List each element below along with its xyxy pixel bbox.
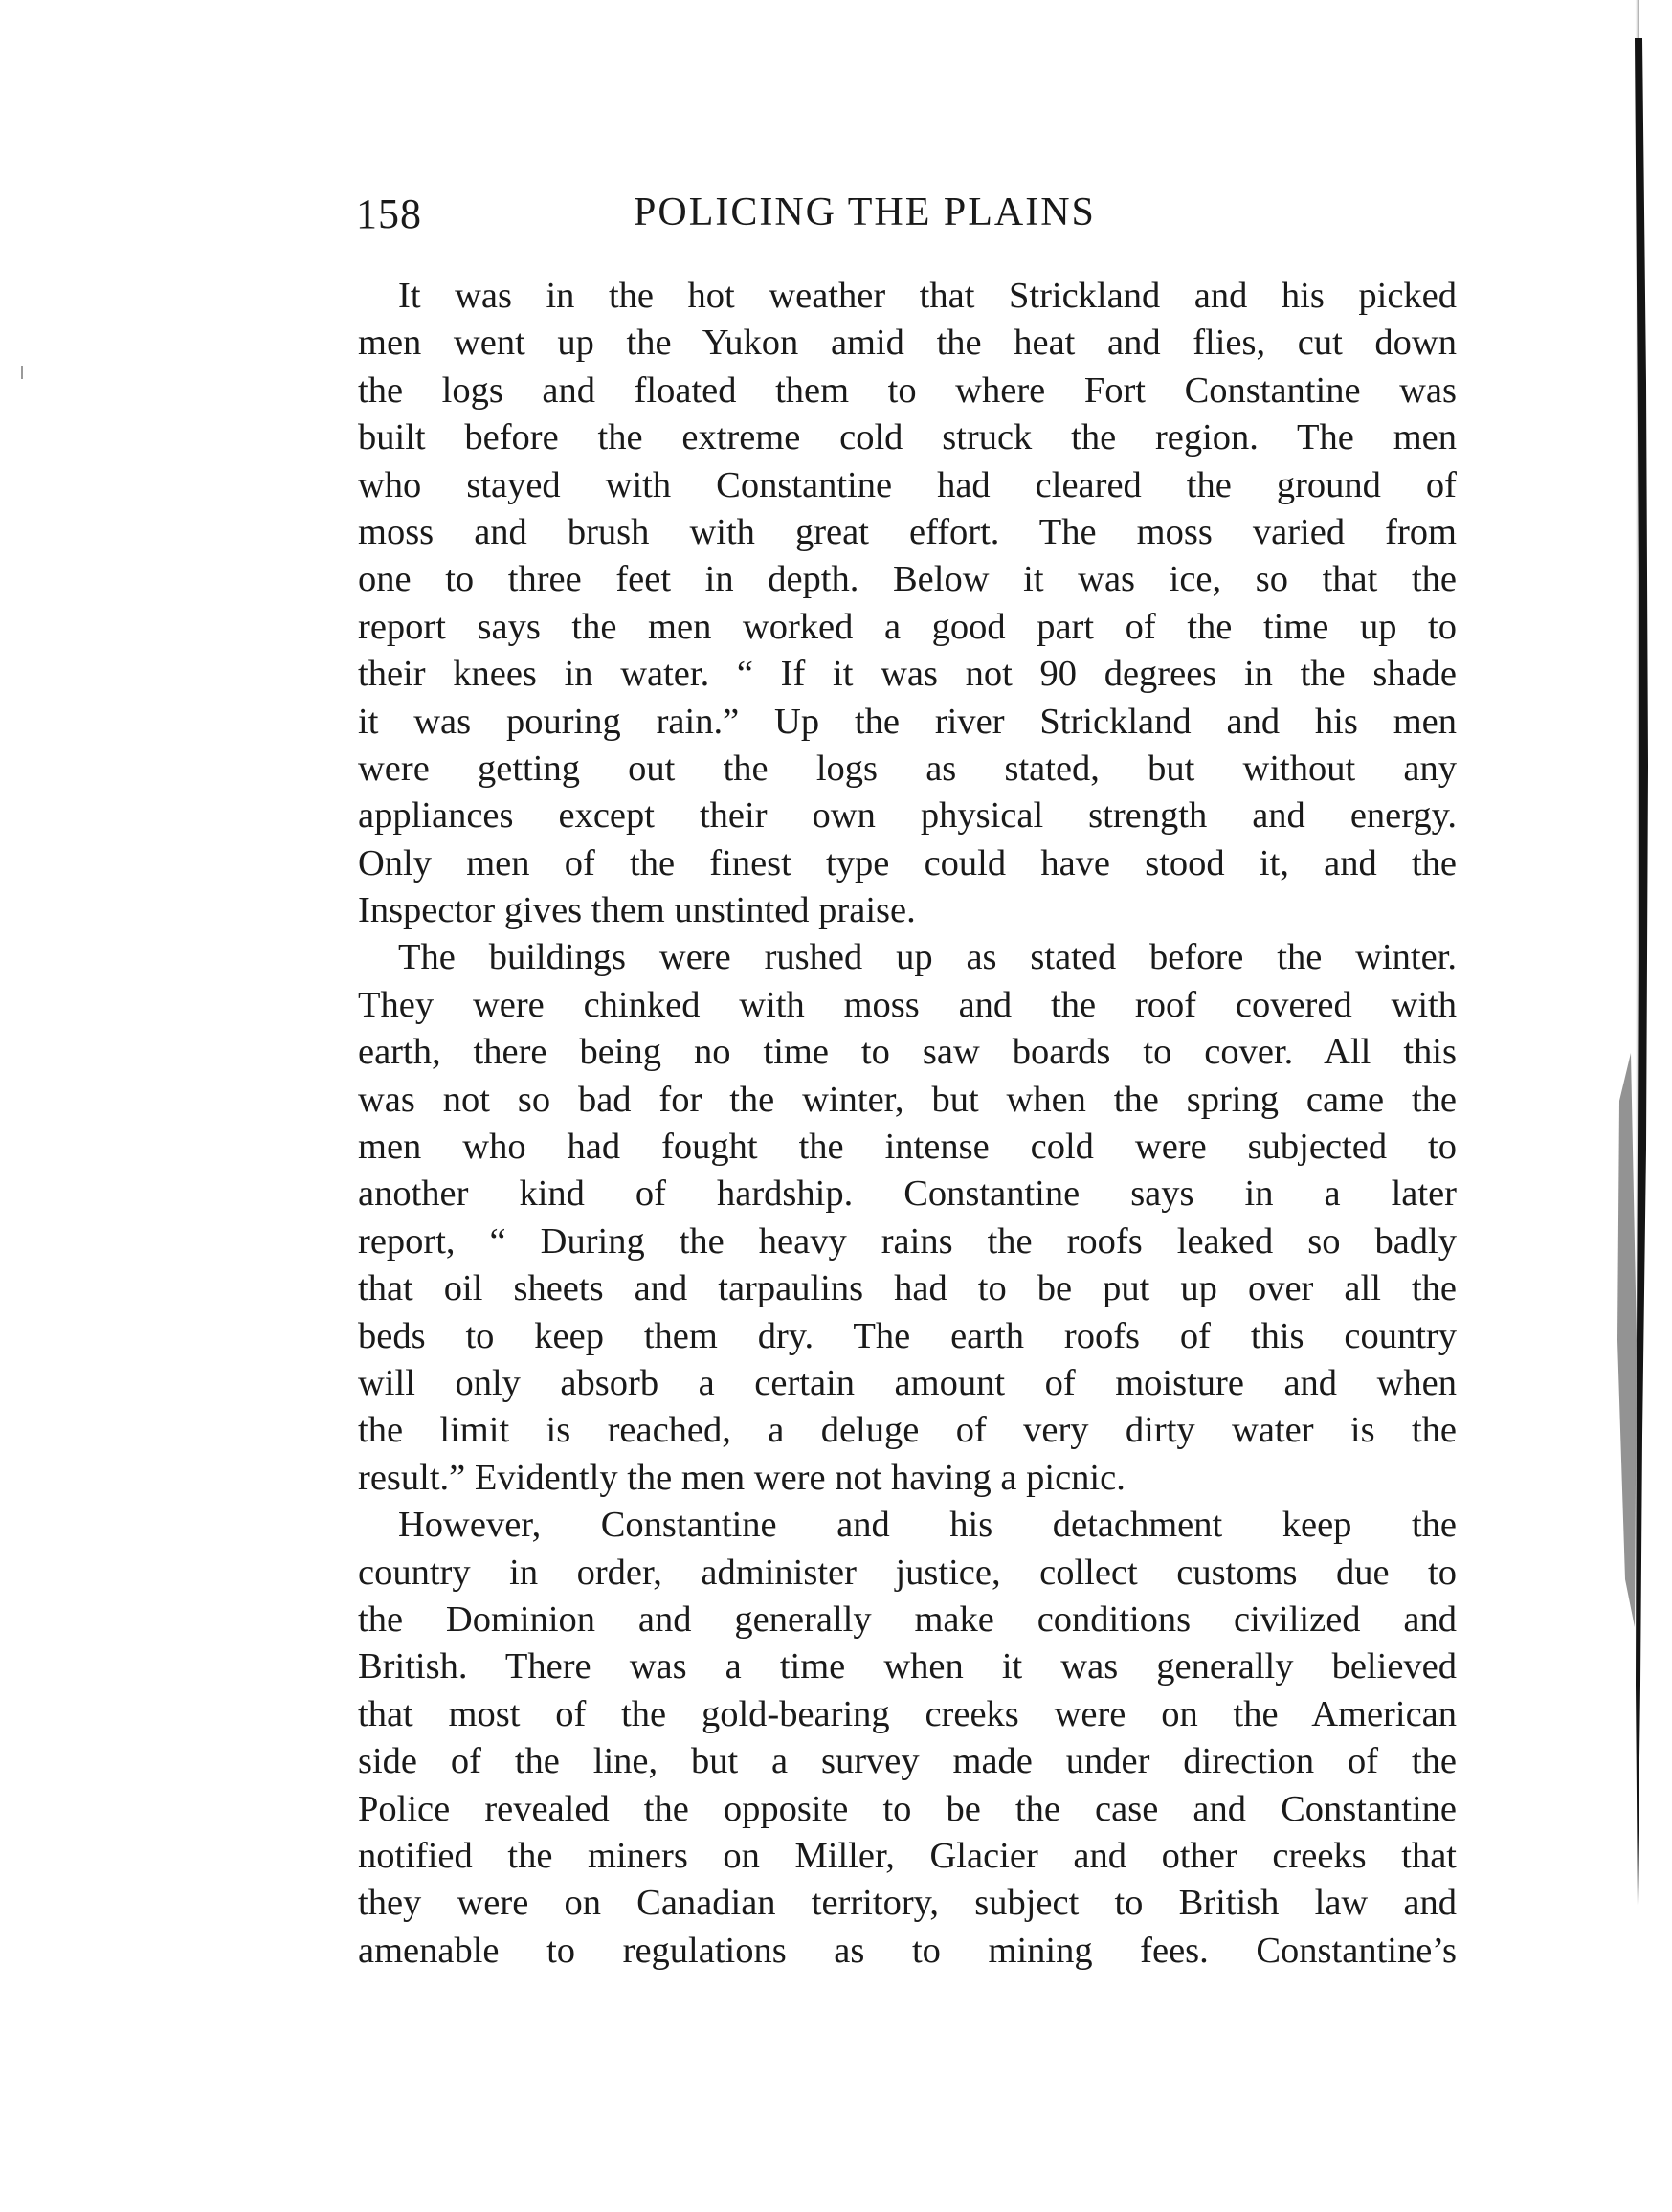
text-line: another kind of hardship. Constantine says in a later	[358, 1173, 1457, 1215]
text-line: appliances except their own physical strength and energy.	[358, 795, 1457, 837]
text-line: were getting out the logs as stated, but without any	[358, 748, 1457, 789]
margin-mark	[21, 366, 23, 379]
paragraph	[358, 273, 1457, 934]
text-line: Only men of the finest type could have stood it, and the	[358, 842, 1457, 883]
text-line: will only absorb a certain amount of moisture and when	[358, 1362, 1457, 1403]
text-line: country in order, administer justice, collect customs due to	[358, 1552, 1457, 1593]
text-line: that oil sheets and tarpaulins had to be put up over all the	[358, 1268, 1457, 1309]
text-line: Police revealed the opposite to be the case and Constantine	[358, 1788, 1457, 1829]
page-number: 158	[356, 190, 422, 237]
running-head	[356, 190, 1457, 247]
text-line: they were on Canadian territory, subject to British law and	[358, 1883, 1457, 1924]
text-line: who stayed with Constantine had cleared the ground of	[358, 464, 1457, 505]
text-line: was not so bad for the winter, but when the spring came the	[358, 1079, 1457, 1120]
text-line: the limit is reached, a deluge of very dirty water is the	[358, 1410, 1457, 1451]
text-line: that most of the gold-bearing creeks were on the American	[358, 1693, 1457, 1734]
text-line: their knees in water. “ If it was not 90 degrees in the shade	[358, 654, 1457, 695]
binding-shadow	[1543, 0, 1672, 2212]
text-line: It was in the hot weather that Strickland and his picked	[398, 276, 1457, 316]
text-line: the logs and floated them to where Fort Constantine was	[358, 369, 1457, 411]
text-line: side of the line, but a survey made under direction of the	[358, 1741, 1457, 1782]
text-line: beds to keep them dry. The earth roofs of this country	[358, 1315, 1457, 1356]
text-line: men went up the Yukon amid the heat and flies, cut down	[358, 323, 1457, 364]
text-line: report, “ During the heavy rains the roofs leaked so badly	[358, 1220, 1457, 1262]
text-line: Inspector gives them unstinted praise.	[358, 890, 916, 931]
text-line: They were chinked with moss and the roof covered with	[358, 984, 1457, 1025]
paragraph	[358, 934, 1457, 1502]
text-line: built before the extreme cold struck the region. The men	[358, 417, 1457, 458]
text-line: earth, there being no time to saw boards to cover. All this	[358, 1032, 1457, 1073]
text-line: men who had fought the intense cold were subjected to	[358, 1127, 1457, 1168]
running-title: POLICING THE PLAINS	[634, 190, 1096, 235]
text-line: one to three feet in depth. Below it was ice, so that the	[358, 559, 1457, 600]
text-line: British. There was a time when it was generally believed	[358, 1646, 1457, 1687]
text-line: However, Constantine and his detachment keep the	[398, 1505, 1457, 1546]
text-line: amenable to regulations as to mining fees. Constantine’s	[358, 1930, 1457, 1971]
text-line: it was pouring rain.” Up the river Strickland and his men	[358, 701, 1457, 742]
body-text	[358, 273, 1457, 1975]
paragraph	[358, 1502, 1457, 1975]
text-line: notified the miners on Miller, Glacier and other creeks that	[358, 1835, 1457, 1876]
text-line: moss and brush with great effort. The moss varied from	[358, 511, 1457, 552]
text-line: the Dominion and generally make conditions civilized and	[358, 1598, 1457, 1640]
text-line: result.” Evidently the men were not having a picnic.	[358, 1457, 1126, 1498]
text-line: The buildings were rushed up as stated before the winter.	[398, 937, 1457, 978]
text-line: report says the men worked a good part of the time up to	[358, 606, 1457, 647]
